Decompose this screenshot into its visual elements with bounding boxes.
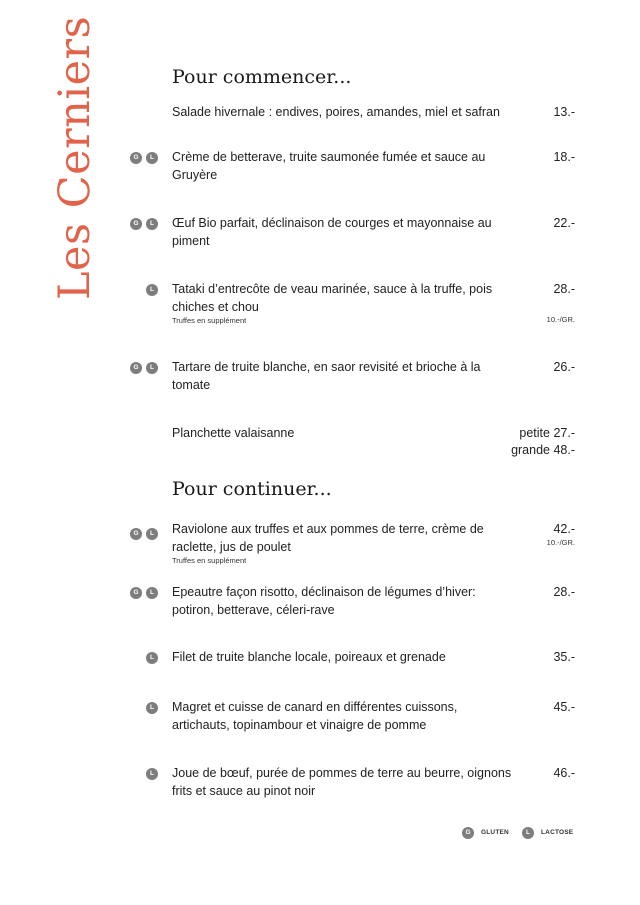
dish-name: Magret et cuisse de canard en différentes cuissons, artichauts, topinambour et vinaigre de pomme	[172, 700, 458, 732]
lactose-icon: L	[146, 528, 158, 540]
section-title-mains: Pour continuer...	[172, 478, 332, 500]
menu-item-planchette	[172, 424, 577, 457]
lactose-icon: L	[522, 827, 534, 839]
dish-name: Joue de bœuf, purée de pommes de terre au beurre, oignons frits et sauce au pinot noir	[172, 766, 512, 798]
allergen-badges	[128, 768, 160, 782]
dish-price: 28.-	[553, 585, 575, 599]
gluten-icon: G	[130, 587, 142, 599]
lactose-icon: L	[146, 218, 158, 230]
menu-item-raviolone	[172, 520, 577, 566]
gluten-icon: G	[130, 528, 142, 540]
dish-name: Tartare de truite blanche, en saor revisité et brioche à la tomate	[172, 360, 481, 392]
dish-name: Raviolone aux truffes et aux pommes de terre, crème de raclette, jus de poulet	[172, 522, 484, 554]
dish-note: Truffes en supplément	[172, 556, 247, 565]
dish-price: 45.-	[553, 700, 575, 714]
menu-item-tataki	[172, 280, 577, 326]
dish-name: Epeautre façon risotto, déclinaison de légumes d’hiver: potiron, betterave, céleri-rave	[172, 585, 476, 617]
allergen-badges	[128, 652, 160, 666]
menu-item-epeautre	[172, 583, 577, 619]
allergen-legend	[460, 827, 580, 841]
menu-item-tartare-truite	[172, 358, 577, 394]
dish-price: 18.-	[553, 150, 575, 164]
gluten-icon: G	[130, 152, 142, 164]
dish-price: 26.-	[553, 360, 575, 374]
gluten-icon: G	[130, 218, 142, 230]
menu-item-filet-truite	[172, 648, 577, 666]
dish-price-large: grande 48.-	[511, 443, 575, 457]
allergen-badges	[128, 362, 160, 376]
dish-name: Salade hivernale : endives, poires, amandes, miel et safran	[172, 105, 500, 119]
dish-price: 42.-	[553, 522, 575, 536]
lactose-icon: L	[146, 587, 158, 599]
dish-price: 13.-	[553, 105, 575, 119]
lactose-icon: L	[146, 652, 158, 664]
menu-item-salade-hivernale	[172, 103, 577, 121]
dish-name: Planchette valaisanne	[172, 426, 295, 440]
gluten-icon: G	[130, 362, 142, 374]
dish-name: Filet de truite blanche locale, poireaux et grenade	[172, 650, 446, 664]
menu-item-creme-betterave	[172, 148, 577, 184]
allergen-badges	[128, 528, 160, 542]
allergen-badges	[128, 702, 160, 716]
dish-price: 22.-	[553, 216, 575, 230]
allergen-badges	[128, 218, 160, 232]
legend-gluten-label: GLUTEN	[481, 829, 509, 836]
dish-note: Truffes en supplément	[172, 316, 247, 325]
dish-price: 28.-	[553, 282, 575, 296]
lactose-icon: L	[146, 768, 158, 780]
dish-supplement-price: 10.-/GR.	[546, 538, 575, 547]
menu-item-oeuf-bio	[172, 214, 577, 250]
legend-lactose-label: LACTOSE	[541, 829, 574, 836]
lactose-icon: L	[146, 152, 158, 164]
allergen-badges	[128, 284, 160, 298]
menu-item-joue-boeuf	[172, 764, 577, 800]
allergen-badges	[128, 152, 160, 166]
dish-price: 46.-	[553, 766, 575, 780]
dish-price-small: petite 27.-	[519, 426, 575, 440]
allergen-badges	[128, 587, 160, 601]
dish-name: Tataki d’entrecôte de veau marinée, sauce à la truffe, pois chiches et chou	[172, 282, 493, 314]
menu-item-magret	[172, 698, 577, 734]
section-title-starters: Pour commencer...	[172, 66, 352, 88]
restaurant-name: Les Cerniers	[50, 15, 100, 300]
dish-name: Crème de betterave, truite saumonée fumée et sauce au Gruyère	[172, 150, 486, 182]
dish-name: Œuf Bio parfait, déclinaison de courges et mayonnaise au piment	[172, 216, 492, 248]
lactose-icon: L	[146, 702, 158, 714]
dish-supplement-price: 10.-/GR.	[546, 315, 575, 324]
gluten-icon: G	[462, 827, 474, 839]
dish-price: 35.-	[553, 650, 575, 664]
lactose-icon: L	[146, 362, 158, 374]
lactose-icon: L	[146, 284, 158, 296]
